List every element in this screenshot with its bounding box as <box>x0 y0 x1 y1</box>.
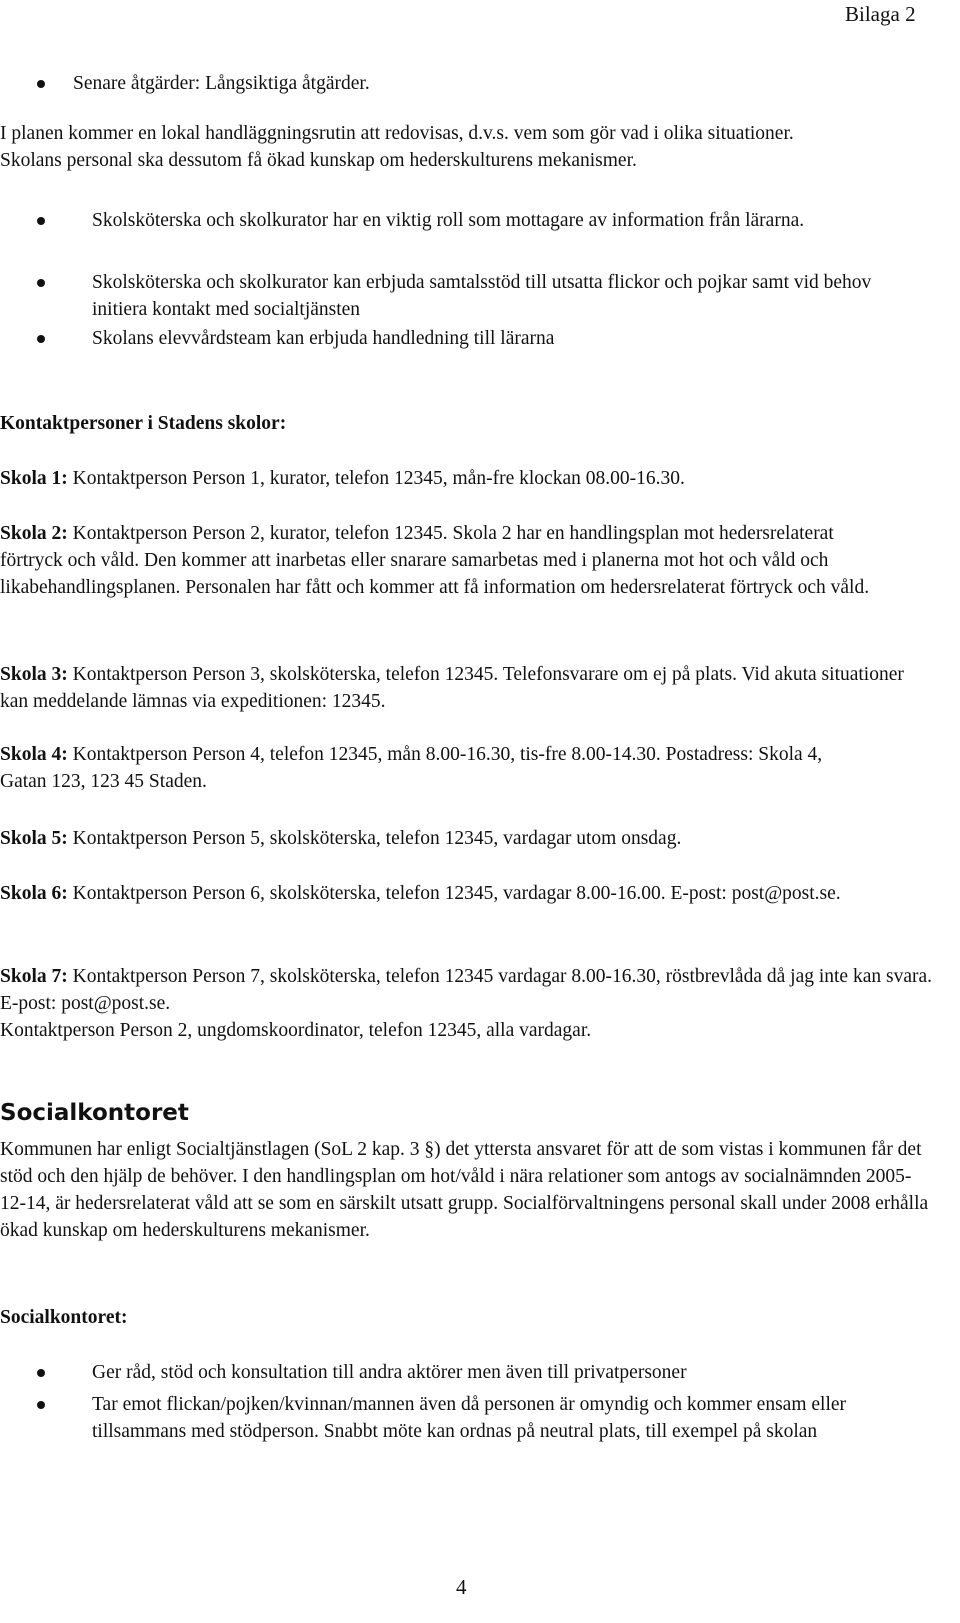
school-details: Kontaktperson Person 5, skolsköterska, telefon 12345, vardagar utom onsdag. <box>67 828 682 849</box>
bullet-dot <box>37 1401 45 1409</box>
school-6 <box>0 880 900 907</box>
role-item-1: Skolsköterska och skolkurator har en viktig roll som mottagare av information från lärarna. <box>92 210 805 231</box>
attachment-label: Bilaga 2 <box>845 2 916 26</box>
school-details: Kontaktperson Person 6, skolsköterska, telefon 12345, vardagar 8.00-16.00. E-post: post@post.se. <box>67 883 841 904</box>
bullet-dot <box>37 217 45 225</box>
social-paragraph: Kommunen har enligt Socialtjänstlagen (SoL 2 kap. 3 §) det yttersta ansvaret för att de som vistas i kommunen får det stöd och den hjälp de behöver. I den handlingsplan om hot/våld i nära relationer som antogs av socialnämnden 2005-12-14, är hedersrelaterat våld att se som en särskilt utsatt grupp. Socialförvaltningens personal skall under 2008 erhålla ökad kunskap om hederskulturens mekanismer. <box>0 1139 929 1241</box>
contacts-heading: Kontaktpersoner i Stadens skolor: <box>0 413 287 434</box>
role-item-3: Skolans elevvårdsteam kan erbjuda handledning till lärarna <box>92 328 555 349</box>
extra-contact: Kontaktperson Person 2, ungdomskoordinator, telefon 12345, alla vardagar. <box>0 1020 592 1041</box>
school-details: Kontaktperson Person 7, skolsköterska, telefon 12345 vardagar 8.00-16.30, röstbrevlåda då jag inte kan svara. E-post: post@post.se. <box>0 966 933 1014</box>
school-name: Skola 1: <box>0 468 68 489</box>
school-7 <box>0 963 935 1017</box>
school-details: Kontaktperson Person 1, kurator, telefon 12345, mån-fre klockan 08.00-16.30. <box>67 468 685 489</box>
bullet-dot <box>37 335 45 343</box>
school-details: Kontaktperson Person 4, telefon 12345, mån 8.00-16.30, tis-fre 8.00-14.30. Postadress: Skola 4, Gatan 123, 123 45 Staden. <box>0 744 823 792</box>
page-number: 4 <box>456 1575 467 1599</box>
school-1 <box>0 465 930 492</box>
school-details: Kontaktperson Person 2, kurator, telefon 12345. Skola 2 har en handlingsplan mot hedersrelaterat förtryck och våld. Den kommer att inarbetas eller snarare samarbetas med i planerna mot hot och våld och likabehandlingsplanen. Personalen har fått och kommer att få information om hedersrelaterat förtryck och våld. <box>0 523 870 598</box>
social-subheading: Socialkontoret: <box>0 1307 128 1328</box>
school-4 <box>0 741 830 795</box>
role-item-2: Skolsköterska och skolkurator kan erbjuda samtalsstöd till utsatta flickor och pojkar samt vid behov initiera kontakt med socialtjänsten <box>92 272 872 320</box>
school-name: Skola 2: <box>0 523 68 544</box>
bullet-dot <box>37 80 45 88</box>
school-details: Kontaktperson Person 3, skolsköterska, telefon 12345. Telefonsvarare om ej på plats. Vid akuta situationer kan meddelande lämnas via expeditionen: 12345. <box>0 664 904 712</box>
school-name: Skola 3: <box>0 664 68 685</box>
intro-paragraph: I planen kommer en lokal handläggningsrutin att redovisas, d.v.s. vem som gör vad i olika situationer. Skolans personal ska dessutom få ökad kunskap om hederskulturens mekanismer. <box>0 123 794 171</box>
bullet-later-actions: Senare åtgärder: Långsiktiga åtgärder. <box>73 73 370 94</box>
school-2 <box>0 520 900 601</box>
social-item-1: Ger råd, stöd och konsultation till andra aktörer men även till privatpersoner <box>92 1362 687 1383</box>
social-heading: Socialkontoret <box>0 1100 189 1126</box>
school-name: Skola 5: <box>0 828 68 849</box>
school-3 <box>0 661 930 715</box>
school-5 <box>0 825 930 852</box>
bullet-dot <box>37 1369 45 1377</box>
school-name: Skola 4: <box>0 744 68 765</box>
social-item-2: Tar emot flickan/pojken/kvinnan/mannen även då personen är omyndig och kommer ensam eller tillsammans med stödperson. Snabbt möte kan ordnas på neutral plats, till exempel på skolan <box>92 1394 847 1442</box>
school-name: Skola 6: <box>0 883 68 904</box>
school-name: Skola 7: <box>0 966 68 987</box>
bullet-dot <box>37 279 45 287</box>
